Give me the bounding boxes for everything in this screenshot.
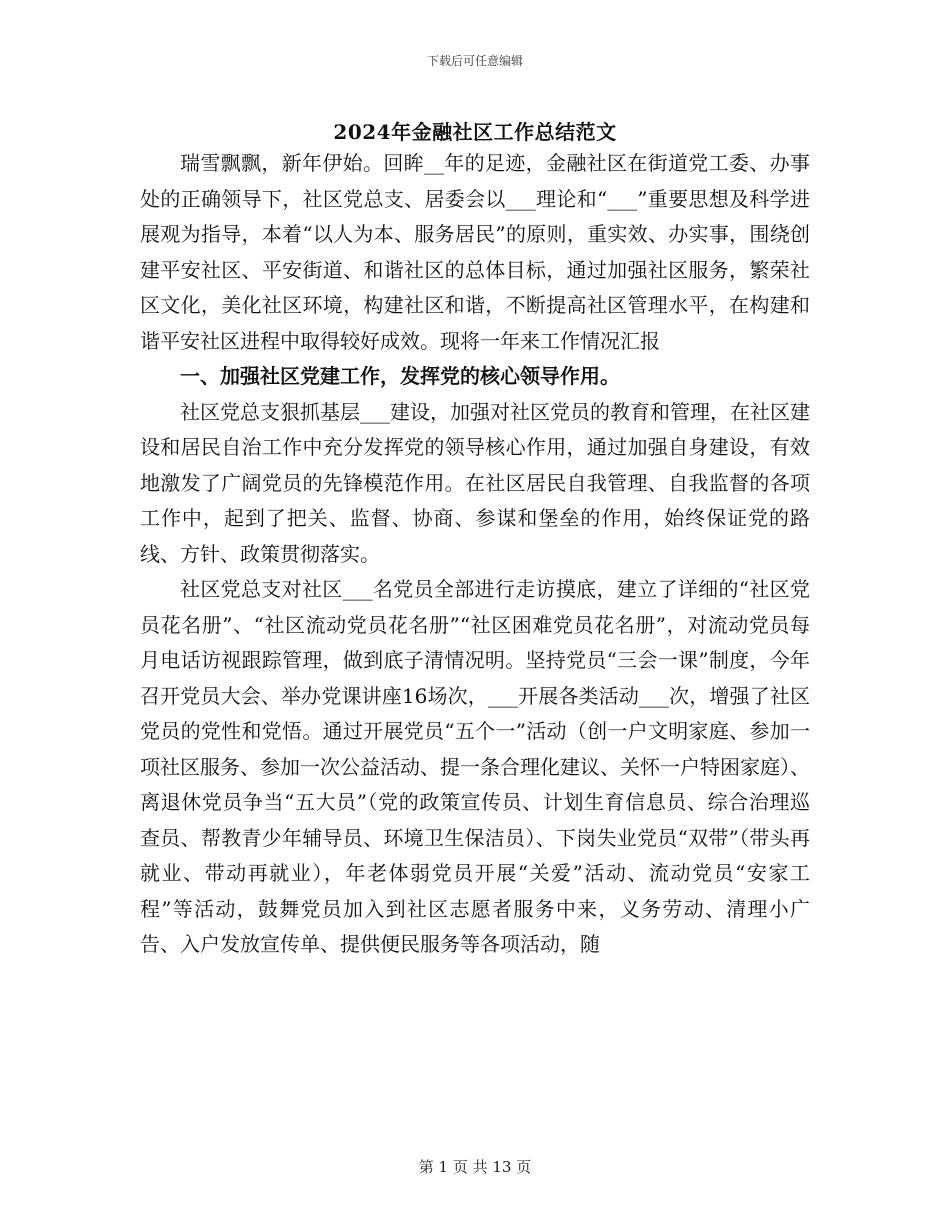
page-header-note: 下载后可任意编辑 [426, 54, 523, 68]
section-paragraph: 社区党总支对社区___名党员全部进行走访摸底，建立了详细的“社区党员花名册”、“社区流动党员花名册”“社区困难党员花名册”，对流动党员每月电话访视跟踪管理，做到底子清情况明。坚持党员“三会一课”制度，今年召开党员大会、举办党课讲座16场次，___开展各类活动___次，增强了社区党员的党性和党悟。通过开展党员“五个一”活动（创一户文明家庭、参加一项社区服务、参加一次公益活动、提一条合理化建议、关怀一户特困家庭）、离退休党员争当“五大员”（党的政策宣传员、计划生育信息员、综合治理巡查员、帮教青少年辅导员、环境卫生保洁员）、下岗失业党员“双带”（带头再就业、带动再就业），年老体弱党员开展“关爱”活动、流动党员“安家工程”等活动，鼓舞党员加入到社区志愿者服务中来，义务劳动、清理小广告、入户发放宣传单、提供便民服务等各项活动，随 [140, 577, 810, 956]
section-paragraph: 社区党总支狠抓基层___建设，加强对社区党员的教育和管理，在社区建设和居民自治工作中充分发挥党的领导核心作用，通过加强自身建设，有效地激发了广阔党员的先锋模范作用。在社区居民自我管理、自我监督的各项工作中，起到了把关、监督、协商、参谋和堡垒的作用，始终保证党的路线、方针、政策贯彻落实。 [140, 399, 810, 566]
page-footer-pagination: 第 1 页 共 13 页 [418, 1158, 532, 1176]
section-heading: 一、加强社区党建工作，发挥党的核心领导作用。 [180, 364, 620, 388]
document-title: 2024年金融社区工作总结范文 [333, 120, 617, 144]
document-body [140, 146, 810, 963]
intro-paragraph: 瑞雪飘飘，新年伊始。回眸__年的足迹，金融社区在街道党工委、办事处的正确领导下，社区党总支、居委会以___理论和“___”重要思想及科学进展观为指导，本着“以人为本、服务居民”的原则，重实效、办实事，围绕创建平安社区、平安街道、和谐社区的总体目标，通过加强社区服务，繁荣社区文化，美化社区环境，构建社区和谐，不断提高社区管理水平，在构建和谐平安社区进程中取得较好成效。现将一年来工作情况汇报 [140, 151, 810, 353]
